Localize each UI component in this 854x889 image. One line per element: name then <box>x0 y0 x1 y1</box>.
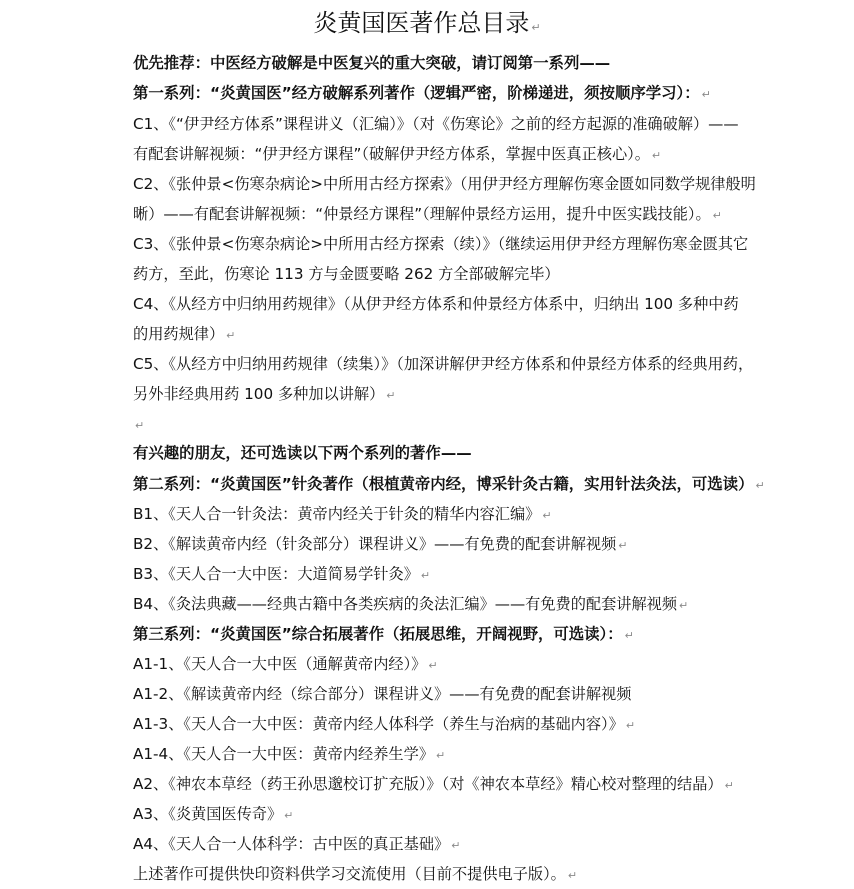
paragraph-mark: ↵ <box>542 509 552 522</box>
paragraph-mark: ↵ <box>624 629 634 642</box>
text-line <box>133 293 833 315</box>
paragraph-mark: ↵ <box>531 21 541 34</box>
text-line <box>133 503 833 527</box>
line-text: B2、《解读黄帝内经（针灸部分）课程讲义》——有免费的配套讲解视频 <box>133 535 617 553</box>
document-title-text: 炎黄国医著作总目录 <box>313 9 530 37</box>
text-line <box>133 143 833 167</box>
line-text: B4、《灸法典藏——经典古籍中各类疾病的灸法汇编》——有免费的配套讲解视频 <box>133 595 678 613</box>
line-text: C2、《张仲景<伤寒杂病论>中所用古经方探索》（用伊尹经方理解伤寒金匮如同数学规律般明 <box>133 175 756 193</box>
text-line <box>133 863 833 887</box>
text-line <box>133 173 833 195</box>
paragraph-mark: ↵ <box>724 779 734 792</box>
line-text: A2、《神农本草经（药王孙思邈校订扩充版）》（对《神农本草经》精心校对整理的结晶） <box>133 775 723 793</box>
line-text: 第一系列：“炎黄国医”经方破解系列著作（逻辑严密，阶梯递进，须按顺序学习）： <box>133 84 700 102</box>
paragraph-mark: ↵ <box>679 599 689 612</box>
document-title <box>0 6 854 45</box>
line-text: A1-3、《天人合一大中医：黄帝内经人体科学（养生与治病的基础内容）》 <box>133 715 624 733</box>
paragraph-mark: ↵ <box>618 539 628 552</box>
text-line <box>133 593 833 617</box>
text-line <box>133 442 833 464</box>
text-line <box>133 713 833 737</box>
text-line <box>133 563 833 587</box>
line-text: 上述著作可提供快印资料供学习交流使用（目前不提供电子版）。 <box>133 865 566 883</box>
paragraph-mark: ↵ <box>701 88 711 101</box>
line-text: 第三系列：“炎黄国医”综合拓展著作（拓展思维，开阔视野，可选读）： <box>133 625 623 643</box>
paragraph-mark: ↵ <box>386 389 396 402</box>
line-text: 有配套讲解视频：“伊尹经方课程”（破解伊尹经方体系，掌握中医真正核心）。 <box>133 145 650 163</box>
text-line <box>133 52 833 74</box>
line-text: A1-1、《天人合一大中医（通解黄帝内经）》 <box>133 655 427 673</box>
paragraph-mark: ↵ <box>135 419 145 432</box>
paragraph-mark: ↵ <box>651 149 662 162</box>
text-line <box>133 413 833 437</box>
text-line <box>133 743 833 767</box>
text-line <box>133 803 833 827</box>
line-text: A1-4、《天人合一大中医：黄帝内经养生学》 <box>133 745 434 763</box>
line-text: 优先推荐：中医经方破解是中医复兴的重大突破，请订阅第一系列—— <box>133 54 611 72</box>
text-line <box>133 323 833 347</box>
line-text: 的用药规律） <box>133 325 225 343</box>
line-text: A1-2、《解读黄帝内经（综合部分）课程讲义》——有免费的配套讲解视频 <box>133 685 632 703</box>
paragraph-mark: ↵ <box>755 479 765 492</box>
paragraph-mark: ↵ <box>420 569 431 582</box>
text-line <box>133 82 833 106</box>
text-line <box>133 203 833 227</box>
text-line <box>133 773 833 797</box>
line-text: B1、《天人合一针灸法：黄帝内经关于针灸的精华内容汇编》 <box>133 505 541 523</box>
text-line <box>133 233 833 255</box>
paragraph-mark: ↵ <box>226 329 236 342</box>
line-text: A4、《天人合一人体科学：古中医的真正基础》 <box>133 835 450 853</box>
text-line <box>133 683 833 705</box>
text-line <box>133 533 833 557</box>
paragraph-mark: ↵ <box>712 209 722 222</box>
line-text: B3、《天人合一大中医：大道简易学针灸》 <box>133 565 419 583</box>
text-line <box>133 383 833 407</box>
line-text: 第二系列：“炎黄国医”针灸著作（根植黄帝内经，博采针灸古籍，实用针法灸法，可选读） <box>133 475 754 493</box>
paragraph-mark: ↵ <box>625 719 636 732</box>
line-text: C4、《从经方中归纳用药规律》（从伊尹经方体系和仲景经方体系中，归纳出 100 多种中药 <box>133 295 739 313</box>
line-text: 药方，至此，伤寒论 113 方与金匮要略 262 方全部破解完毕） <box>133 265 560 283</box>
line-text: 另外非经典用药 100 多种加以讲解） <box>133 385 385 403</box>
text-line <box>133 833 833 857</box>
text-line <box>133 473 833 497</box>
text-line <box>133 653 833 677</box>
paragraph-mark: ↵ <box>567 869 578 882</box>
paragraph-mark: ↵ <box>435 749 446 762</box>
text-line <box>133 353 833 375</box>
paragraph-mark: ↵ <box>451 839 461 852</box>
line-text: C3、《张仲景<伤寒杂病论>中所用古经方探索（续）》（继续运用伊尹经方理解伤寒金匮其它 <box>133 235 749 253</box>
text-line <box>133 113 833 135</box>
line-text: C1、《“伊尹经方体系”课程讲义（汇编）》（对《伤寒论》之前的经方起源的准确破解）—— <box>133 115 739 133</box>
line-text: 有兴趣的朋友，还可选读以下两个系列的著作—— <box>133 444 472 462</box>
line-text: 晰）——有配套讲解视频：“仲景经方课程”（理解仲景经方运用，提升中医实践技能）。 <box>133 205 711 223</box>
line-text: A3、《炎黄国医传奇》 <box>133 805 283 823</box>
paragraph-mark: ↵ <box>284 809 294 822</box>
text-line <box>133 263 833 285</box>
line-text: C5、《从经方中归纳用药规律（续集）》（加深讲解伊尹经方体系和仲景经方体系的经典用药， <box>133 355 754 373</box>
paragraph-mark: ↵ <box>428 659 438 672</box>
text-line <box>133 623 833 647</box>
